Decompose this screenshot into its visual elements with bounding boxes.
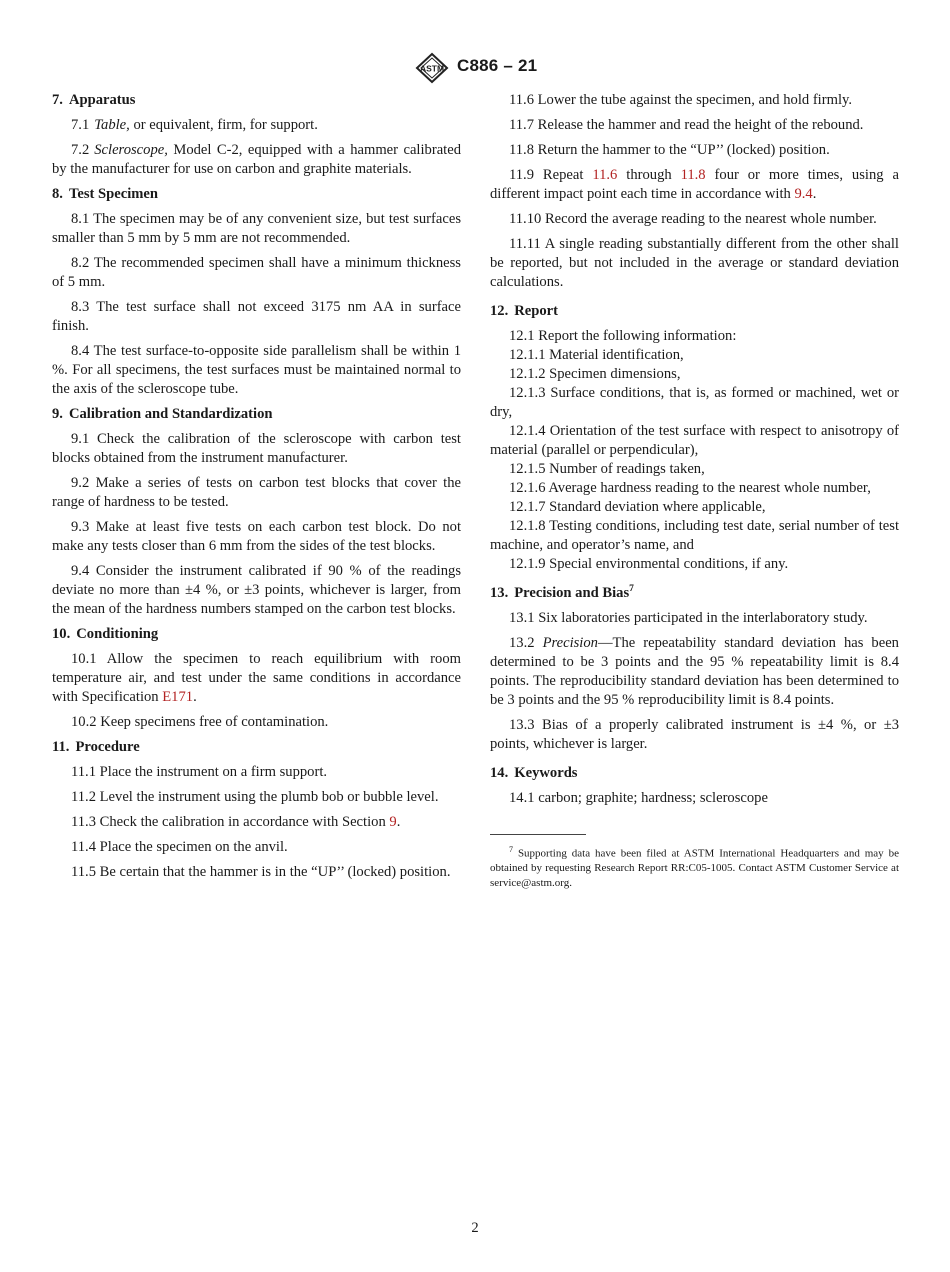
section-heading-14: 14. Keywords [490, 765, 578, 781]
paragraph-13-2: 13.2 Precision—The repeatability standard deviation has been determined to be 3 points and the 95 % repeatability limit is 8.4 points. The reproducibility standard deviation has been determined to be 3 points and the 95 % reproducibility limit is 8.4 points. [490, 635, 899, 708]
paragraph-8-3: 8.3 The test surface shall not exceed 3175 nm AA in surface finish. [52, 299, 461, 334]
paragraph-7-1: 7.1 Table, or equivalent, firm, for support. [71, 117, 318, 133]
paragraph-7-2: 7.2 Scleroscope, Model C-2, equipped with a hammer calibrated by the manufacturer for use on carbon and graphite materials. [52, 142, 461, 177]
list-item: 12.1.4 Orientation of the test surface with respect to anisotropy of material (parallel or perpendicular), [490, 423, 899, 458]
list-item: 12.1.3 Surface conditions, that is, as formed or machined, wet or dry, [490, 385, 899, 420]
section-heading-10: 10. Conditioning [52, 626, 159, 642]
paragraph-8-2: 8.2 The recommended specimen shall have a minimum thickness of 5 mm. [52, 255, 461, 290]
paragraph-10-2: 10.2 Keep specimens free of contamination. [71, 714, 329, 730]
paragraph-14-1: 14.1 carbon; graphite; hardness; scleroscope [509, 790, 768, 806]
paragraph-9-2: 9.2 Make a series of tests on carbon test blocks that cover the range of hardness to be tested. [52, 475, 461, 510]
footnote-ref[interactable]: 7 [629, 584, 634, 595]
paragraph-11-4: 11.4 Place the specimen on the anvil. [71, 839, 288, 855]
list-item: 12.1.2 Specimen dimensions, [509, 366, 681, 382]
paragraph-11-8: 11.8 Return the hammer to the “UP’’ (locked) position. [509, 142, 830, 158]
link-e171[interactable]: E171 [162, 689, 194, 705]
paragraph-11-11: 11.11 A single reading substantially different from the other shall be reported, but not included in the average or standard deviation calculations. [490, 236, 899, 290]
paragraph-11-10: 11.10 Record the average reading to the nearest whole number. [509, 211, 877, 227]
right-column [490, 91, 899, 896]
paragraph-11-9: 11.9 Repeat 11.6 through 11.8 four or more times, using a different impact point each time in accordance with 9.4. [490, 167, 899, 202]
standard-designation: C886 – 21 [457, 56, 538, 75]
paragraph-11-5: 11.5 Be certain that the hammer is in the “UP’’ (locked) position. [71, 864, 451, 880]
report-list [490, 327, 899, 574]
page-number: 2 [471, 1220, 479, 1236]
list-item: 12.1.8 Testing conditions, including test date, serial number of test machine, and operator’s name, and [490, 518, 899, 553]
paragraph-11-2: 11.2 Level the instrument using the plumb bob or bubble level. [71, 789, 439, 805]
list-item: 12.1 Report the following information: [509, 328, 737, 344]
list-item: 12.1.1 Material identification, [509, 347, 684, 363]
section-heading-7: 7. Apparatus [52, 92, 136, 108]
section-heading-13: 13. Precision and Bias$^7$ [490, 584, 634, 601]
paragraph-8-1: 8.1 The specimen may be of any convenient size, but test surfaces smaller than 5 mm by 5 mm are not recommended. [52, 211, 461, 246]
left-column [52, 91, 461, 888]
list-item: 12.1.5 Number of readings taken, [509, 461, 705, 477]
paragraph-10-1: 10.1 Allow the specimen to reach equilibrium with room temperature air, and test under the same conditions in accordance with Specification E171. [52, 651, 461, 705]
section-heading-12: 12. Report [490, 303, 559, 319]
section-heading-9: 9. Calibration and Standardization [52, 406, 273, 422]
astm-logo-icon [413, 52, 451, 84]
section-heading-8: 8. Test Specimen [52, 186, 159, 202]
footnote: $^7$ Supporting data have been filed at ASTM International Headquarters and may be obtained by requesting Research Report RR:C05-1005. Contact ASTM Customer Service at service@astm.org. [490, 845, 899, 889]
link-9-4[interactable]: 9.4 [794, 186, 813, 202]
link-11-8[interactable]: 11.8 [680, 167, 706, 183]
paragraph-11-3: 11.3 Check the calibration in accordance with Section 9. [71, 814, 401, 830]
paragraph-9-4: 9.4 Consider the instrument calibrated if 90 % of the readings deviate no more than ±4 %, or ±3 points, whichever is larger, from the mean of the hardness numbers stamped on the carbon test blocks. [52, 563, 461, 617]
paragraph-11-1: 11.1 Place the instrument on a firm support. [71, 764, 328, 780]
footnote-divider [490, 834, 586, 835]
list-item: 12.1.7 Standard deviation where applicable, [509, 499, 766, 515]
section-heading-11: 11. Procedure [52, 739, 140, 755]
paragraph-9-1: 9.1 Check the calibration of the scleroscope with carbon test blocks obtained from the instrument manufacturer. [52, 431, 461, 466]
paragraph-8-4: 8.4 The test surface-to-opposite side parallelism shall be within 1 %. For all specimens, the test surfaces must be maintained normal to the axis of the scleroscope tube. [52, 343, 461, 397]
paragraph-11-6: 11.6 Lower the tube against the specimen, and hold firmly. [509, 92, 852, 108]
paragraph-13-1: 13.1 Six laboratories participated in the interlaboratory study. [509, 610, 868, 626]
paragraph-11-7: 11.7 Release the hammer and read the height of the rebound. [509, 117, 864, 133]
page-header [0, 52, 950, 84]
list-item: 12.1.9 Special environmental conditions, if any. [509, 556, 789, 572]
link-11-6[interactable]: 11.6 [592, 167, 618, 183]
paragraph-13-3: 13.3 Bias of a properly calibrated instrument is ±4 %, or ±3 points, whichever is larger. [490, 717, 899, 752]
svg-text:ASTM: ASTM [419, 63, 445, 74]
list-item: 12.1.6 Average hardness reading to the nearest whole number, [509, 480, 871, 496]
link-section-9[interactable]: 9 [389, 814, 397, 830]
paragraph-9-3: 9.3 Make at least five tests on each carbon test block. Do not make any tests closer than 6 mm from the sides of the test blocks. [52, 519, 461, 554]
